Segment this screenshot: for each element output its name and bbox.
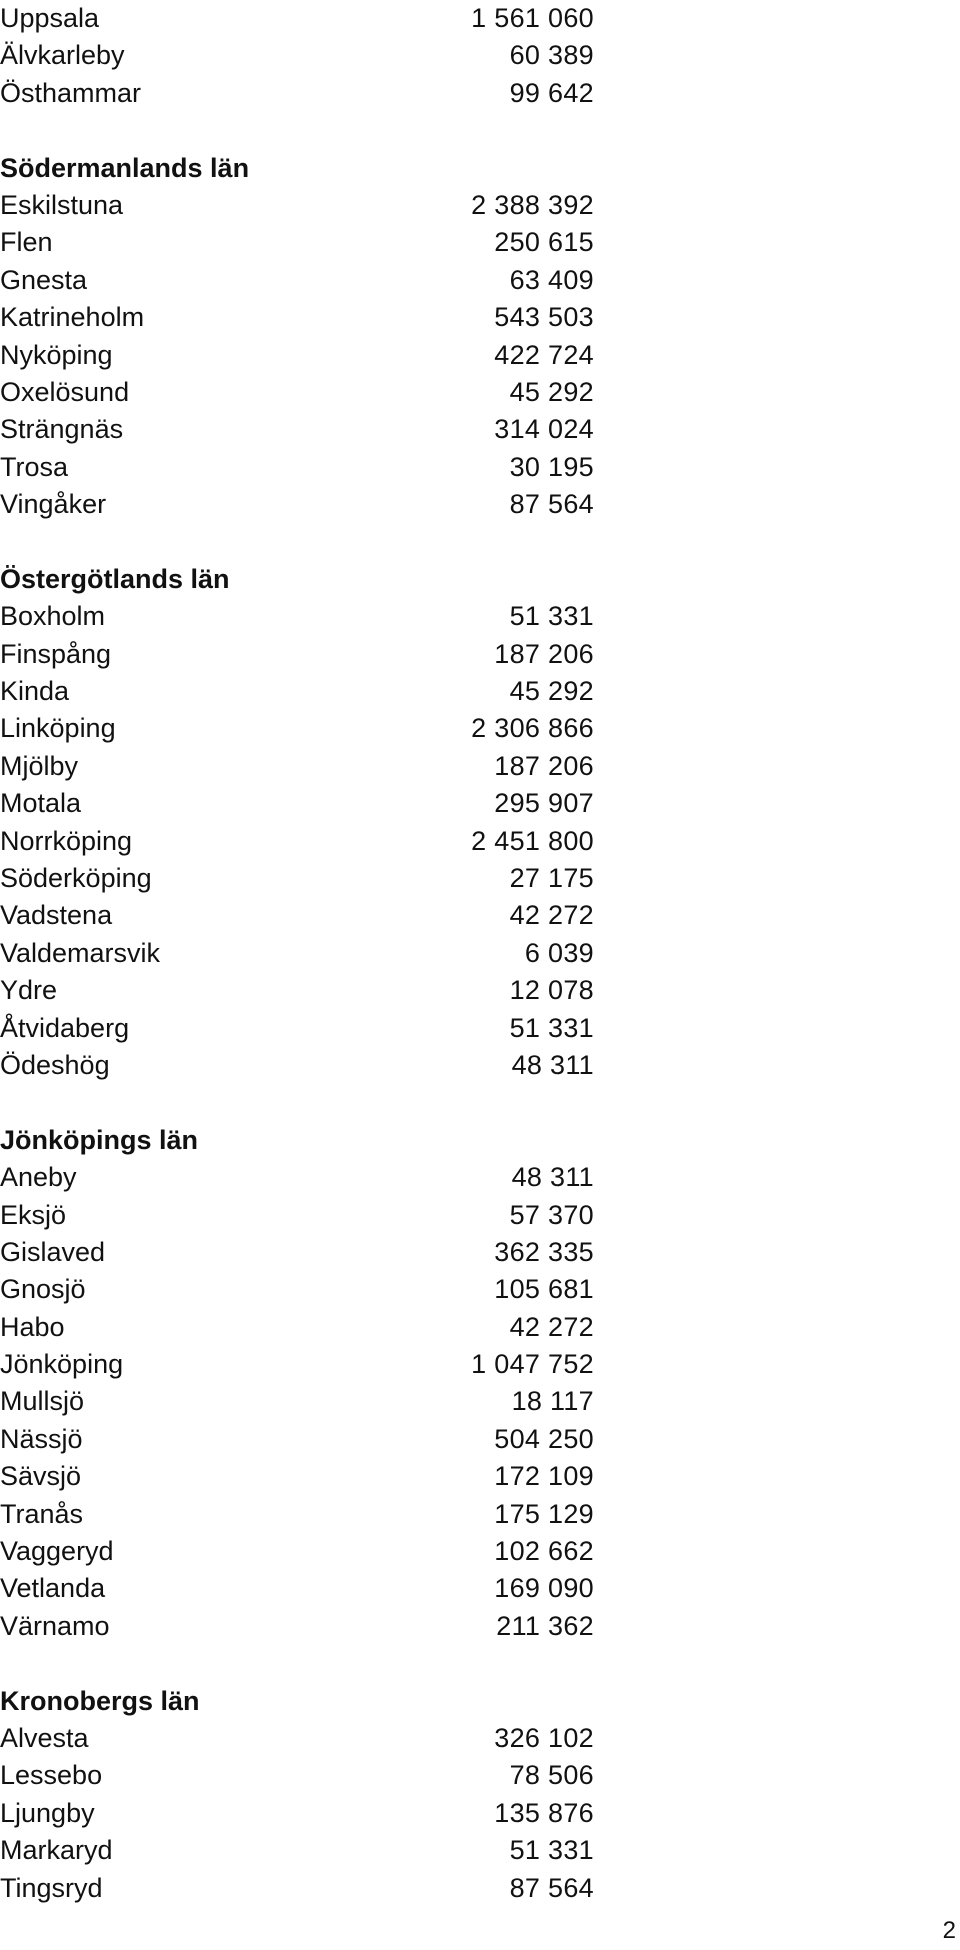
municipality-value: 543 503	[494, 302, 594, 333]
municipality-value: 63 409	[509, 264, 594, 295]
table-row	[0, 337, 600, 374]
municipality-name: Åtvidaberg	[0, 1012, 130, 1043]
municipality-name: Ydre	[0, 975, 58, 1006]
table-row	[0, 224, 600, 261]
municipality-value: 48 311	[511, 1162, 594, 1193]
municipality-value: 102 662	[494, 1536, 594, 1567]
municipality-value: 105 681	[494, 1274, 594, 1305]
table-row	[0, 673, 600, 710]
table-row	[0, 486, 600, 523]
municipality-name: Trosa	[0, 451, 69, 482]
table-row	[0, 1010, 600, 1047]
municipality-name: Valdemarsvik	[0, 937, 161, 968]
table-row	[0, 1795, 600, 1832]
table-row	[0, 449, 600, 486]
municipality-name: Vadstena	[0, 900, 113, 931]
municipality-value: 187 206	[494, 750, 594, 781]
municipality-value: 1 047 752	[471, 1349, 594, 1380]
table-row	[0, 411, 600, 448]
table-row	[0, 1421, 600, 1458]
municipality-value: 27 175	[509, 862, 594, 893]
municipality-name: Tranås	[0, 1498, 84, 1529]
table-row	[0, 1309, 600, 1346]
table-row	[0, 1047, 600, 1084]
municipality-name: Alvesta	[0, 1722, 89, 1753]
municipality-value: 45 292	[509, 376, 594, 407]
municipality-value: 12 078	[509, 975, 594, 1006]
county-name: Östergötlands län	[0, 563, 230, 594]
municipality-value: 172 109	[494, 1461, 594, 1492]
table-row	[0, 1533, 600, 1570]
municipality-name: Vingåker	[0, 489, 107, 520]
county-heading	[0, 1683, 600, 1720]
municipality-value: 99 642	[509, 77, 594, 108]
page-number: 2	[942, 1917, 956, 1944]
spacer-row	[0, 112, 600, 149]
municipality-value: 2 306 866	[471, 713, 594, 744]
municipality-name: Finspång	[0, 638, 112, 669]
municipality-value: 48 311	[511, 1049, 594, 1080]
municipality-value: 250 615	[494, 227, 594, 258]
table-row	[0, 1720, 600, 1757]
municipality-value: 51 331	[509, 601, 594, 632]
table-row	[0, 1271, 600, 1308]
municipality-value: 78 506	[509, 1760, 594, 1791]
municipality-value: 1 561 060	[471, 3, 594, 33]
municipality-name: Sävsjö	[0, 1461, 82, 1492]
table-row	[0, 1757, 600, 1794]
table-row	[0, 0, 600, 37]
municipality-name: Gislaved	[0, 1236, 106, 1267]
municipality-value: 504 250	[494, 1423, 594, 1454]
municipality-value: 45 292	[509, 676, 594, 707]
municipality-name: Värnamo	[0, 1610, 110, 1641]
municipality-value: 422 724	[494, 339, 594, 370]
municipality-name: Lessebo	[0, 1760, 103, 1791]
municipality-name: Strängnäs	[0, 414, 124, 445]
municipality-name: Katrineholm	[0, 302, 145, 333]
table-row	[0, 972, 600, 1009]
municipality-name: Östhammar	[0, 77, 142, 108]
table-row	[0, 636, 600, 673]
county-name: Södermanlands län	[0, 152, 250, 183]
spacer-row	[0, 1084, 600, 1121]
table-row	[0, 598, 600, 635]
municipality-name: Jönköping	[0, 1349, 124, 1380]
municipality-value: 87 564	[509, 1872, 594, 1903]
table-row	[0, 187, 600, 224]
municipality-name: Ödeshög	[0, 1049, 110, 1080]
table-row	[0, 785, 600, 822]
county-name: Jönköpings län	[0, 1124, 199, 1155]
municipality-name: Mjölby	[0, 750, 79, 781]
table-row	[0, 1870, 600, 1907]
municipality-name: Markaryd	[0, 1835, 113, 1866]
municipality-value: 42 272	[509, 1311, 594, 1342]
county-name: Kronobergs län	[0, 1685, 200, 1716]
municipality-name: Nässjö	[0, 1423, 83, 1454]
table-row	[0, 897, 600, 934]
municipality-name: Linköping	[0, 713, 116, 744]
table-row	[0, 935, 600, 972]
municipality-value: 169 090	[494, 1573, 594, 1604]
table-row	[0, 374, 600, 411]
table-row	[0, 860, 600, 897]
municipality-name: Oxelösund	[0, 376, 130, 407]
municipality-name: Nyköping	[0, 339, 113, 370]
municipality-name: Boxholm	[0, 601, 106, 632]
municipality-value: 362 335	[494, 1236, 594, 1267]
municipality-name: Motala	[0, 788, 82, 819]
municipality-name: Norrköping	[0, 825, 133, 856]
table-row	[0, 1458, 600, 1495]
municipality-name: Uppsala	[0, 3, 100, 33]
municipality-value: 295 907	[494, 788, 594, 819]
municipality-name: Mullsjö	[0, 1386, 85, 1417]
table-row	[0, 748, 600, 785]
table-row	[0, 710, 600, 747]
table-row	[0, 299, 600, 336]
municipality-value: 2 388 392	[471, 189, 594, 220]
municipality-value: 60 389	[509, 40, 594, 71]
municipality-value: 187 206	[494, 638, 594, 669]
municipality-value: 30 195	[509, 451, 594, 482]
municipality-name: Eksjö	[0, 1199, 67, 1230]
table-row	[0, 1346, 600, 1383]
municipality-name: Flen	[0, 227, 53, 258]
table-row	[0, 1383, 600, 1420]
municipality-value: 135 876	[494, 1797, 594, 1828]
table-row	[0, 75, 600, 112]
municipality-value: 18 117	[511, 1386, 594, 1417]
spacer-row	[0, 523, 600, 560]
municipality-value: 211 362	[496, 1610, 594, 1641]
county-heading	[0, 561, 600, 598]
table-row	[0, 823, 600, 860]
table-row	[0, 1496, 600, 1533]
county-heading	[0, 150, 600, 187]
municipality-name: Tingsryd	[0, 1872, 103, 1903]
municipality-name: Habo	[0, 1311, 65, 1342]
municipality-name: Ljungby	[0, 1797, 95, 1828]
municipality-value: 314 024	[494, 414, 594, 445]
municipality-value: 42 272	[509, 900, 594, 931]
municipality-name: Gnosjö	[0, 1274, 86, 1305]
municipality-name: Kinda	[0, 676, 70, 707]
municipality-value: 51 331	[509, 1012, 594, 1043]
municipality-name: Älvkarleby	[0, 40, 125, 71]
municipality-value: 57 370	[509, 1199, 594, 1230]
table-row	[0, 1608, 600, 1645]
municipality-name: Eskilstuna	[0, 189, 124, 220]
municipality-value: 6 039	[524, 937, 594, 968]
table-row	[0, 1570, 600, 1607]
table-row	[0, 262, 600, 299]
municipality-name: Vaggeryd	[0, 1536, 114, 1567]
county-heading	[0, 1122, 600, 1159]
municipality-name: Aneby	[0, 1162, 77, 1193]
municipality-name: Gnesta	[0, 264, 88, 295]
municipality-value: 2 451 800	[471, 825, 594, 856]
table-row	[0, 37, 600, 74]
municipality-value: 326 102	[494, 1722, 594, 1753]
municipality-name: Vetlanda	[0, 1573, 106, 1604]
municipality-name: Söderköping	[0, 862, 152, 893]
table-row	[0, 1197, 600, 1234]
municipality-value: 51 331	[509, 1835, 594, 1866]
table-row	[0, 1832, 600, 1869]
municipality-value: 175 129	[494, 1498, 594, 1529]
municipality-value: 87 564	[509, 489, 594, 520]
spacer-row	[0, 1645, 600, 1682]
table-row	[0, 1159, 600, 1196]
table-row	[0, 1234, 600, 1271]
